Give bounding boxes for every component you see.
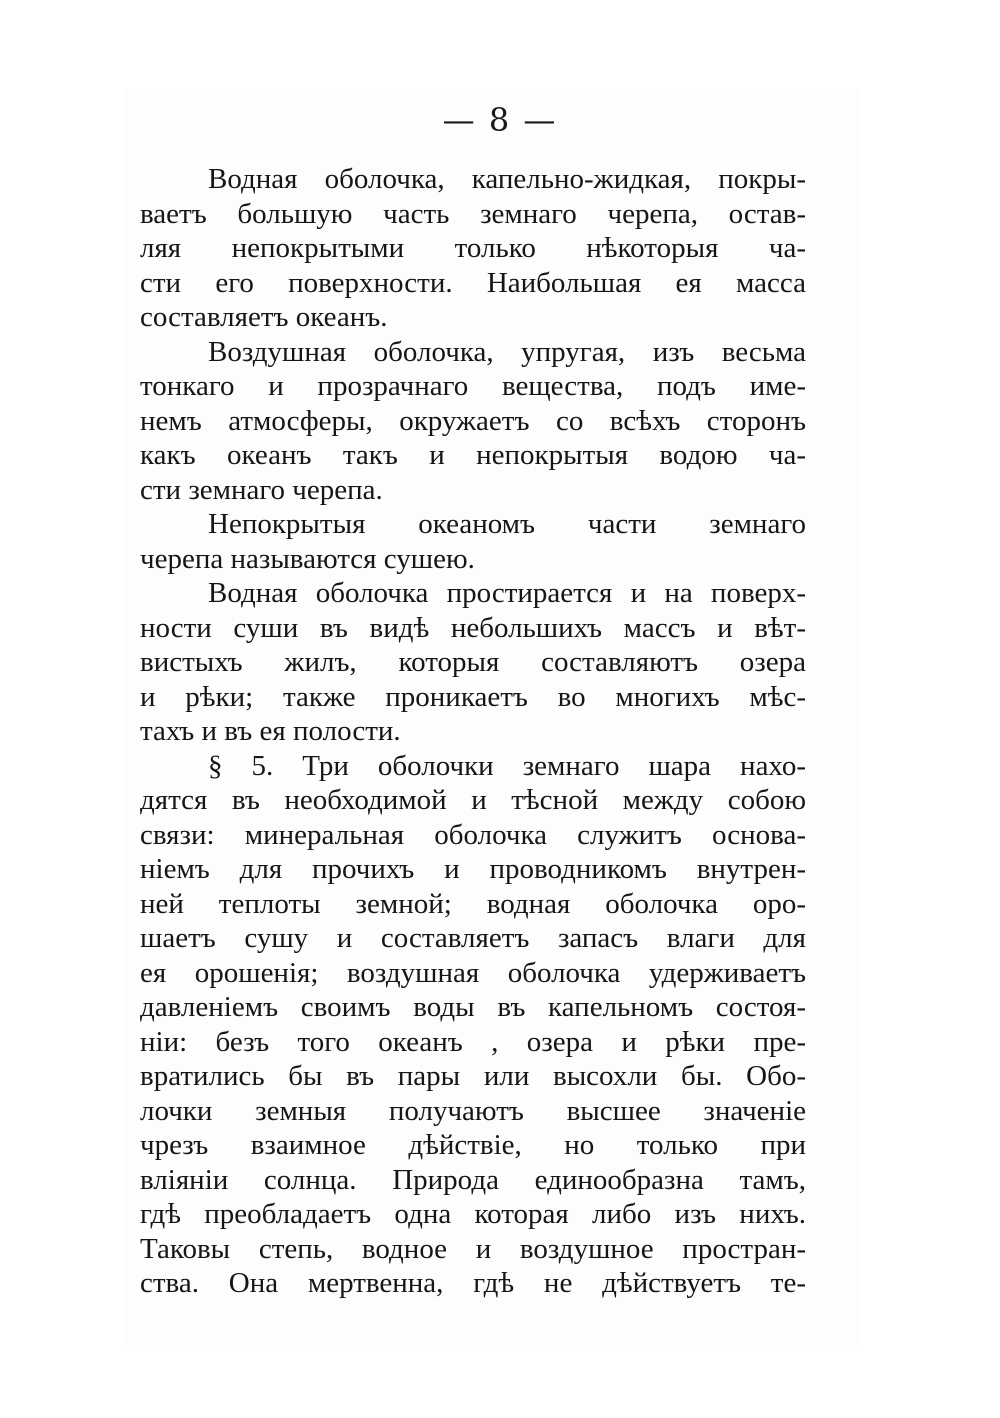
text-line: гдѣ преобладаетъ одна которая либо изъ нихъ. [140,1198,806,1230]
text-line: вліяніи солнца. Природа единообразна тамъ, [140,1163,806,1196]
text-line: ляя непокрытыми только нѣкоторыя ча- [140,232,806,264]
text-line: шаетъ сушу и составляетъ запасъ влаги для [140,922,806,954]
text-line: какъ океанъ такъ и непокрытыя водою ча- [140,439,806,471]
text-line: вратились бы въ пары или высохли бы. Обо- [140,1060,806,1092]
text-line: связи: минеральная оболочка служитъ основа- [140,818,806,851]
text-line: и рѣки; также проникаетъ во многихъ мѣс- [140,680,806,713]
text-line: вистыхъ жилъ, которыя составляютъ озера [140,646,806,678]
text-line: дятся въ необходимой и тѣсной между собою [140,784,806,816]
text-line: тонкаго и прозрачнаго вещества, подъ име- [140,370,806,402]
text-line: Воздушная оболочка, упругая, изъ весьма [208,335,806,368]
text-line: § 5. Три оболочки земнаго шара нахо- [208,749,806,782]
text-line: Водная оболочка простирается и на поверх- [208,577,806,609]
text-line: ства. Она мертвенна, гдѣ не дѣйствуетъ те- [140,1267,806,1299]
page-number: — 8 — [442,101,558,139]
text-line: лочки земныя получаютъ высшее значеніе [140,1094,806,1127]
body-text [140,162,806,1301]
text-line: сти его поверхности. Наибольшая ея масса [140,266,806,299]
text-line: Водная оболочка, капельно-жидкая, покры- [208,163,806,195]
text-line: немъ атмосферы, окружаетъ со всѣхъ сторонъ [140,404,806,437]
text-line: составляетъ океанъ. [140,301,388,333]
text-line: ваетъ большую часть земнаго черепа, остав- [140,197,806,230]
text-line: Таковы степь, водное и воздушное простран- [140,1232,806,1265]
text-line: тахъ и въ ея полости. [140,715,401,747]
text-line: ности суши въ видѣ небольшихъ массъ и вѣт- [140,611,806,644]
text-line: давленіемъ своимъ воды въ капельномъ состоя- [140,991,806,1023]
text-line: ней теплоты земной; водная оболочка оро- [140,887,806,920]
text-line: Непокрытыя океаномъ части земнаго [208,508,806,540]
text-line: сти земнаго черепа. [140,473,383,506]
text-line: ніемъ для прочихъ и проводникомъ внутрен- [140,853,806,885]
text-line: ея орошенія; воздушная оболочка удерживаетъ [140,956,806,989]
text-line: черепа называются сушею. [140,542,475,575]
text-line: ніи: безъ того океанъ , озера и рѣки пре- [140,1025,806,1058]
text-line: чрезъ взаимное дѣйствіе, но только при [140,1129,806,1161]
